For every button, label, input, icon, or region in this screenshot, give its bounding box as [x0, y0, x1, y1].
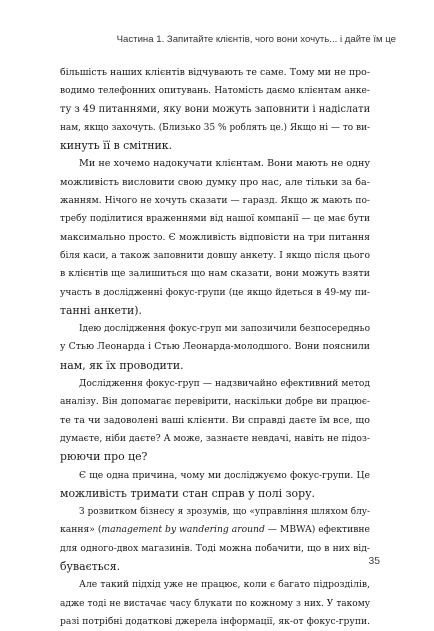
text-line: танні анкети). — [60, 303, 142, 317]
running-header: Частина 1. Запитайте клієнтів, чого вони хочуть... і дайте їм це — [116, 33, 396, 45]
text-line: З розвитком бізнесу я зрозумів, що «управління шляхом блу- — [79, 507, 370, 518]
text-line: ту з 49 питаннями, яку вони можуть заповнити і надіслати — [60, 103, 371, 115]
text-line: Але такий підхід уже не працює, коли є багато підрозділів, — [79, 579, 370, 591]
page-number: 35 — [368, 556, 380, 567]
body-text — [60, 64, 370, 631]
text-line: адже тоді не вистачає часу блукати по кожному з них. У такому — [60, 598, 370, 609]
text-line: разі потрібні додаткові джерела інформації, як-от фокус-групи. — [60, 615, 370, 627]
text-line: Є ще одна причина, чому ми досліджуємо фокус-групи. Це — [79, 469, 370, 481]
text-line: можливість тримати стан справ у полі зору. — [60, 486, 315, 500]
text-line: думаєте, ніби даєте? А може, зазнаєте невдачі, навіть не підоз- — [60, 432, 370, 444]
text-line: Дослідження фокус-груп — надзвичайно ефективний метод — [79, 379, 370, 390]
text-line: те та чи задоволені ваші клієнти. Ви справді даєте їм все, що — [60, 414, 370, 426]
text-line: жанням. Нічого не хочуть сказати — гаразд. Якщо ж мають по- — [60, 196, 370, 207]
text-line: для одного-двох магазинів. Тоді можна побачити, що в них від- — [60, 542, 370, 554]
text-line: Ми не хочемо надокучати клієнтам. Вони мають не одну — [79, 158, 370, 170]
text-line: у Стью Леонарда і Стью Леонарда-молодшого. Вони пояснили — [60, 341, 370, 353]
text-line: в клієнтів ще залишиться що нам сказати, вони можуть взяти — [60, 268, 370, 280]
text-line: Ідею дослідження фокус-груп ми запозичили безпосередньо — [79, 324, 370, 335]
text-line: водимо телефонних опитувань. Натомість даємо клієнтам анке- — [60, 86, 370, 97]
text-line: требу поділитися враженнями від нашої компанії — це має бути — [60, 214, 370, 225]
text-line: бувається. — [60, 560, 121, 574]
text-line: кання» (management by wandering around — MBWA) ефективне — [60, 524, 370, 536]
text-line: рюючи про це? — [60, 450, 148, 464]
text-line: кинуть її в смітник. — [60, 139, 173, 153]
text-line: біля каси, а також заповнити довшу анкету. І якщо після цього — [60, 249, 370, 261]
text-line: аналізу. Він допомагає перевірити, наскільки добре ви працює- — [60, 397, 370, 408]
text-line: більшість наших клієнтів відчувають те саме. Тому ми не про- — [60, 67, 370, 78]
text-line: участь в дослідженні фокус-групи (це якщо йдеться в 49-му пи- — [60, 287, 370, 298]
text-line: нам, як їх проводити. — [60, 358, 184, 372]
text-line: можливість висловити свою думку про нас, але тільки за ба- — [60, 176, 370, 188]
text-line: максимально просто. Є можливість відповісти на три питання — [60, 231, 370, 243]
text-line: нам, якщо захочуть. (Близько 35 % роблять це.) Якщо ні — то ви- — [60, 122, 370, 133]
